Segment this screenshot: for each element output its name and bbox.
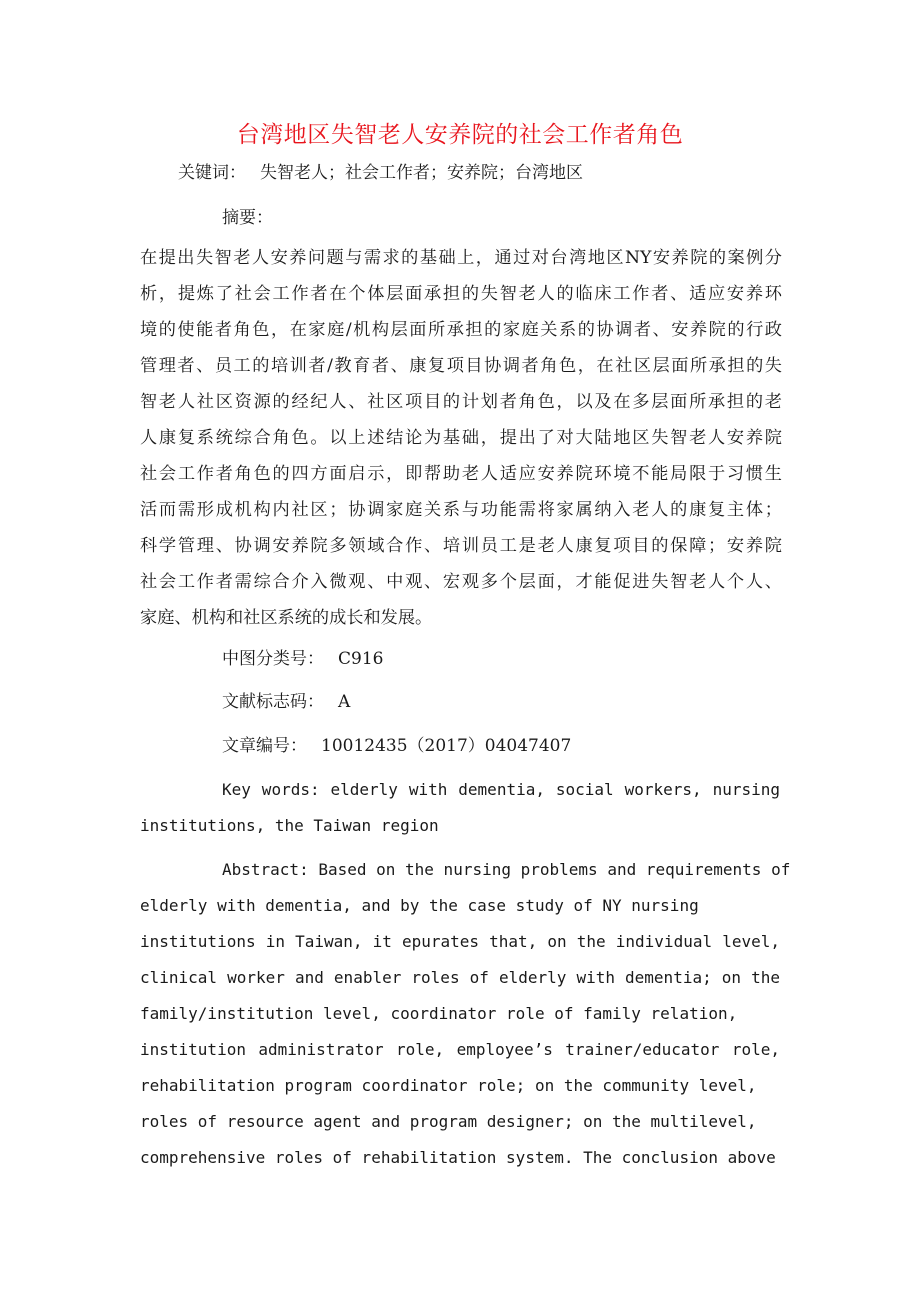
english-abstract-line: clinical worker and enabler roles of elderly with dementia; on the bbox=[140, 968, 780, 987]
english-keywords-line: institutions, the Taiwan region bbox=[140, 816, 439, 835]
abstract-line: 人康复系统综合角色。以上述结论为基础，提出了对大陆地区失智老人安养院 bbox=[140, 428, 782, 448]
abstract-line: 社会工作者需综合介入微观、中观、宏观多个层面，才能促进失智老人个人、 bbox=[140, 572, 782, 592]
abstract-label: 摘要： bbox=[222, 208, 273, 228]
abstract-line: 析，提炼了社会工作者在个体层面承担的失智老人的临床工作者、适应安养环 bbox=[140, 284, 782, 304]
abstract-line: 科学管理、协调安养院多领域合作、培训员工是老人康复项目的保障；安养院 bbox=[140, 536, 782, 556]
english-keywords bbox=[140, 772, 780, 844]
english-abstract-line: institutions in Taiwan, it epurates that, on the individual level, bbox=[140, 932, 780, 951]
english-abstract-line: elderly with dementia, and by the case study of NY nursing bbox=[140, 896, 699, 915]
abstract-line: 境的使能者角色，在家庭/机构层面所承担的家庭关系的协调者、安养院的行政 bbox=[140, 320, 782, 340]
keywords-value: 失智老人；社会工作者；安养院；台湾地区 bbox=[260, 163, 583, 183]
classification-label: 中图分类号： bbox=[222, 649, 324, 669]
article-number-label: 文章编号： bbox=[222, 736, 307, 756]
doc-code-value: A bbox=[338, 692, 351, 712]
english-keywords-line: Key words: elderly with dementia, social workers, nursing bbox=[222, 780, 780, 799]
article-number-row bbox=[222, 736, 571, 756]
page-title: 台湾地区失智老人安养院的社会工作者角色 bbox=[236, 122, 684, 148]
classification-row bbox=[222, 649, 383, 669]
abstract-line: 在提出失智老人安养问题与需求的基础上，通过对台湾地区NY安养院的案例分 bbox=[140, 248, 782, 268]
english-abstract-line: Abstract: Based on the nursing problems and requirements of bbox=[222, 860, 791, 879]
english-abstract bbox=[140, 852, 791, 1176]
english-abstract-line: family/institution level, coordinator role of family relation, bbox=[140, 1004, 738, 1023]
doc-code-row bbox=[222, 692, 350, 712]
keywords-label: 关键词： bbox=[178, 163, 246, 183]
english-abstract-line: roles of resource agent and program designer; on the multilevel, bbox=[140, 1112, 757, 1131]
abstract-line: 家庭、机构和社区系统的成长和发展。 bbox=[140, 608, 433, 628]
abstract-body bbox=[140, 240, 782, 636]
english-abstract-line: institution administrator role, employee’s trainer/educator role, bbox=[140, 1040, 780, 1059]
abstract-line: 社会工作者角色的四方面启示，即帮助老人适应安养院环境不能局限于习惯生 bbox=[140, 464, 782, 484]
doc-code-label: 文献标志码： bbox=[222, 692, 324, 712]
english-abstract-line: rehabilitation program coordinator role; on the community level, bbox=[140, 1076, 757, 1095]
abstract-line: 活而需形成机构内社区；协调家庭关系与功能需将家属纳入老人的康复主体； bbox=[140, 500, 782, 520]
abstract-line: 管理者、员工的培训者/教育者、康复项目协调者角色，在社区层面所承担的失 bbox=[140, 356, 782, 376]
classification-value: C916 bbox=[338, 649, 384, 669]
abstract-line: 智老人社区资源的经纪人、社区项目的计划者角色，以及在多层面所承担的老 bbox=[140, 392, 782, 412]
article-number-value: 10012435（2017）04047407 bbox=[321, 736, 572, 756]
english-abstract-line: comprehensive roles of rehabilitation system. The conclusion above bbox=[140, 1148, 776, 1167]
